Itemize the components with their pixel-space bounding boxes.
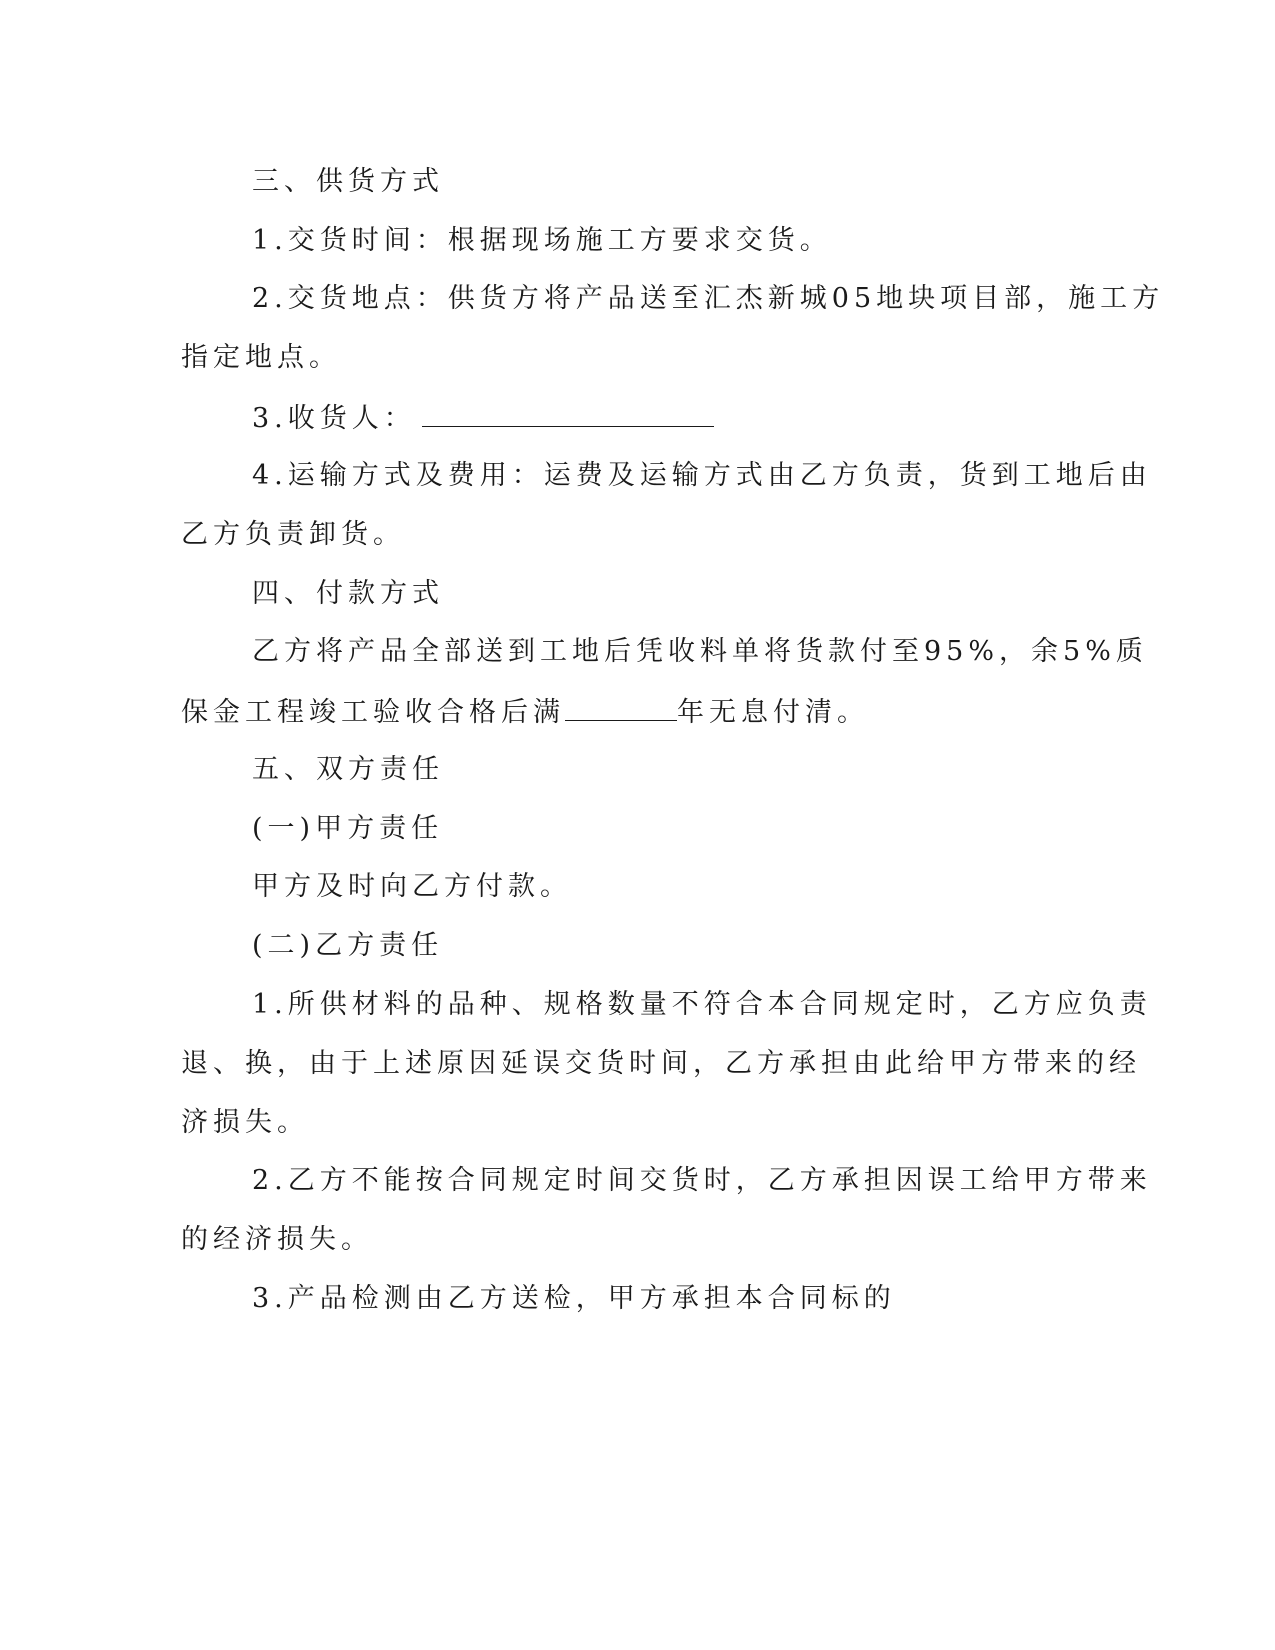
paragraph-transport: 4.运输方式及费用：运费及运输方式由乙方负责，货到工地后由: [252, 460, 1152, 491]
paragraph-party-a: 甲方及时向乙方付款。: [252, 871, 572, 902]
paragraph-delivery-time: 1.交货时间：根据现场施工方要求交货。: [252, 225, 832, 256]
paragraph-delivery-location-cont: 指定地点。: [181, 342, 341, 373]
payment-text-before-blank: 保金工程竣工验收合格后满: [181, 697, 565, 728]
section-heading-payment-method: 四、付款方式: [252, 578, 444, 609]
paragraph-party-b-2: 2.乙方不能按合同规定时间交货时，乙方承担因误工给甲方带来: [252, 1165, 1152, 1196]
section-heading-responsibilities: 五、双方责任: [252, 754, 444, 785]
paragraph-receiver: [252, 400, 714, 436]
paragraph-party-b-1: 1.所供材料的品种、规格数量不符合本合同规定时，乙方应负责: [252, 989, 1152, 1020]
paragraph-party-b-1-cont: 退、换，由于上述原因延误交货时间，乙方承担由此给甲方带来的经: [181, 1048, 1141, 1079]
years-blank: [565, 694, 677, 721]
payment-text-after-blank: 年无息付清。: [677, 697, 869, 728]
section-heading-supply-method: 三、供货方式: [252, 166, 444, 197]
paragraph-transport-cont: 乙方负责卸货。: [181, 519, 405, 550]
subheading-party-a: (一)甲方责任: [252, 813, 444, 844]
paragraph-party-b-3: 3.产品检测由乙方送检，甲方承担本合同标的: [252, 1283, 896, 1314]
paragraph-party-b-2-cont: 的经济损失。: [181, 1224, 373, 1255]
paragraph-party-b-1-cont2: 济损失。: [181, 1107, 309, 1138]
paragraph-delivery-location: 2.交货地点：供货方将产品送至汇杰新城05地块项目部，施工方: [252, 283, 1165, 314]
receiver-label: 3.收货人：: [252, 403, 416, 434]
paragraph-payment-cont: [181, 694, 869, 730]
receiver-blank: [422, 400, 714, 427]
subheading-party-b: (二)乙方责任: [252, 930, 444, 961]
paragraph-payment: 乙方将产品全部送到工地后凭收料单将货款付至95%，余5%质: [252, 636, 1148, 667]
